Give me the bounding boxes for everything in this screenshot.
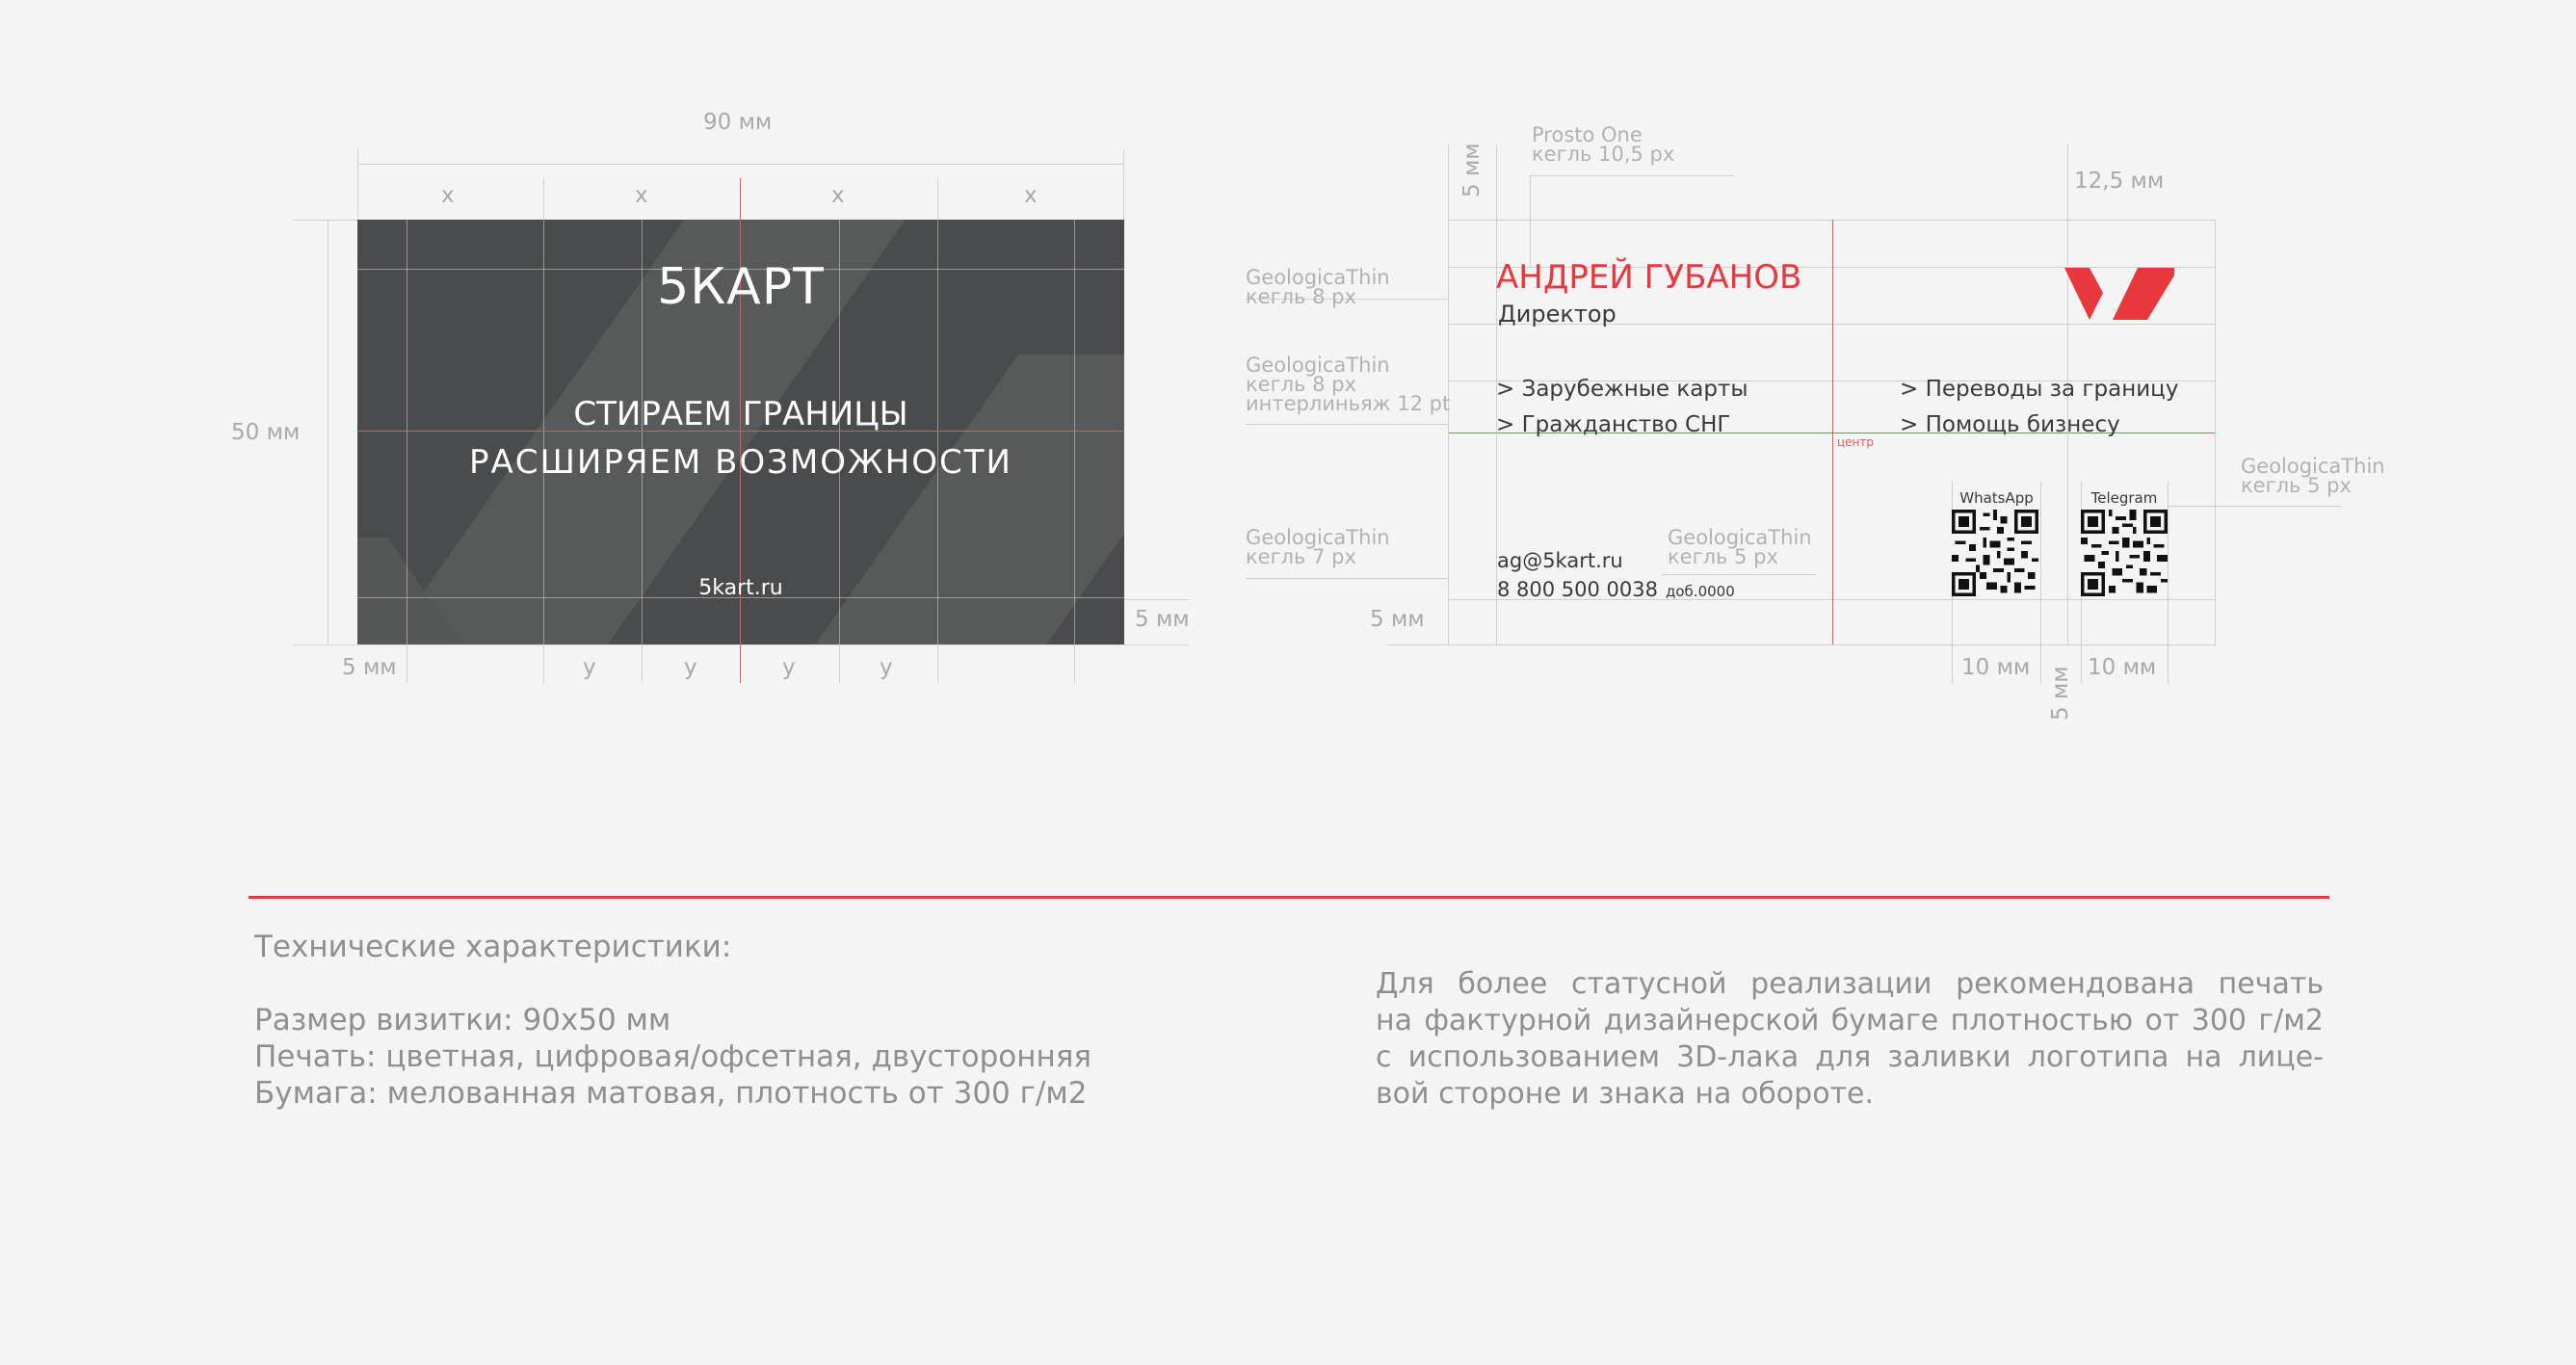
front-website: 5kart.ru [698,576,783,600]
front-height-dimension-line [328,220,329,644]
recommend-line: вой стороне и знака на обороте. [1376,1077,1875,1111]
front-height-label: 50 мм [231,420,301,445]
back-top-margin-label: 5 мм [1459,143,1485,197]
service-item: > Помощь бизнесу [1900,412,2120,437]
service-item: > Гражданство СНГ [1496,412,1731,437]
qr-label-telegram: Telegram [2090,489,2158,507]
spec-leader-line [1662,574,1816,575]
person-role: Директор [1498,301,1617,328]
front-card [357,220,1124,644]
guide-line [357,149,358,220]
tech-print: Печать: цветная, цифровая/офсетная, двусторонняя [254,1039,1092,1074]
row-label-y: у [782,655,796,680]
guide-line [937,644,938,683]
tech-heading: Технические характеристики: [254,930,732,964]
list-font-spec: GeologicaThin кегль 8 px интерлиньяж 12 pt [1246,354,1451,415]
brand-mark-icon [2064,266,2176,324]
recommendation [1376,966,2324,1113]
tech-size: Размер визитки: 90x50 мм [254,1003,671,1037]
telegram-qr-code-icon[interactable] [2081,510,2168,596]
guide-line [1530,175,1531,267]
name-font-spec: Prosto One кегль 10,5 px [1532,123,1675,166]
service-item: > Переводы за границу [1900,377,2179,402]
guide-line [2168,482,2169,684]
recommend-line: Для более статусной реализации рекомендована печать [1376,967,2324,1001]
guide-line [937,178,938,220]
back-right-margin-label: 12,5 мм [2074,169,2165,194]
qr-gap-label: 5 мм [2048,666,2073,721]
spec-leader-line [1246,424,1448,425]
column-label-x: x [441,183,455,208]
guide-line [1124,599,1189,600]
tech-paper: Бумага: мелованная матовая, плотность от 300 г/м2 [254,1076,1088,1111]
column-label-x: x [1024,183,1038,208]
slogan-line-2: РАСШИРЯЕМ ВОЗМОЖНОСТИ [469,443,1012,482]
guide-line [839,644,840,683]
slogan-line-1: СТИРАЕМ ГРАНИЦЫ [573,395,908,433]
qr-label-whatsapp: WhatsApp [1959,489,2034,507]
section-divider [249,896,2329,899]
center-guide-line [740,178,741,220]
column-label-x: x [831,183,845,208]
spec-leader-line [1246,578,1448,579]
guide-line [1074,644,1075,683]
front-width-label: 90 мм [703,110,773,135]
back-bottom-margin-label: 5 мм [1370,607,1425,632]
column-label-x: x [635,183,648,208]
guide-line [1123,149,1124,220]
extension-font-spec: GeologicaThin кегль 5 px [1668,526,1812,568]
spec-leader-line [2168,506,2341,507]
role-font-spec: GeologicaThin кегль 8 px [1246,266,1390,308]
center-guide-line [740,644,741,683]
row-label-y: у [880,655,893,680]
qr-width-label: 10 мм [1961,655,2031,680]
whatsapp-qr-code-icon[interactable] [1952,510,2038,596]
guide-line [543,178,544,220]
guide-line [1387,644,2216,645]
guide-line [293,220,357,221]
guide-line [2215,220,2216,644]
guide-line [2040,482,2041,684]
bottom-baseline [293,644,1189,645]
front-width-dimension-line [357,164,1124,165]
phone: 8 800 500 0038 [1497,578,1658,601]
qr-font-spec: GeologicaThin кегль 5 px [2241,455,2385,497]
spec-leader-line [1530,175,1734,176]
guide-line [642,644,643,683]
guide-line [543,644,544,683]
front-logo: 5КАРТ [657,258,825,316]
front-left-margin-label: 5 мм [342,655,397,680]
center-vertical-guide [1832,220,1833,644]
row-label-y: у [583,655,596,680]
phone-extension: доб.0000 [1666,583,1735,600]
service-item: > Зарубежные карты [1496,377,1748,402]
recommend-line: с использованием 3D-лака для заливки логотипа на лице- [1376,1040,2324,1074]
email: ag@5kart.ru [1497,549,1623,572]
row-label-y: у [684,655,697,680]
front-right-margin-label: 5 мм [1135,607,1190,632]
center-label: центр [1837,435,1875,449]
person-name: АНДРЕЙ ГУБАНОВ [1496,258,1802,297]
qr-width-label: 10 мм [2088,655,2157,680]
contact-font-spec: GeologicaThin кегль 7 px [1246,526,1390,568]
recommend-line: на фактурной дизайнерской бумаге плотностью от 300 г/м2 [1376,1004,2324,1037]
